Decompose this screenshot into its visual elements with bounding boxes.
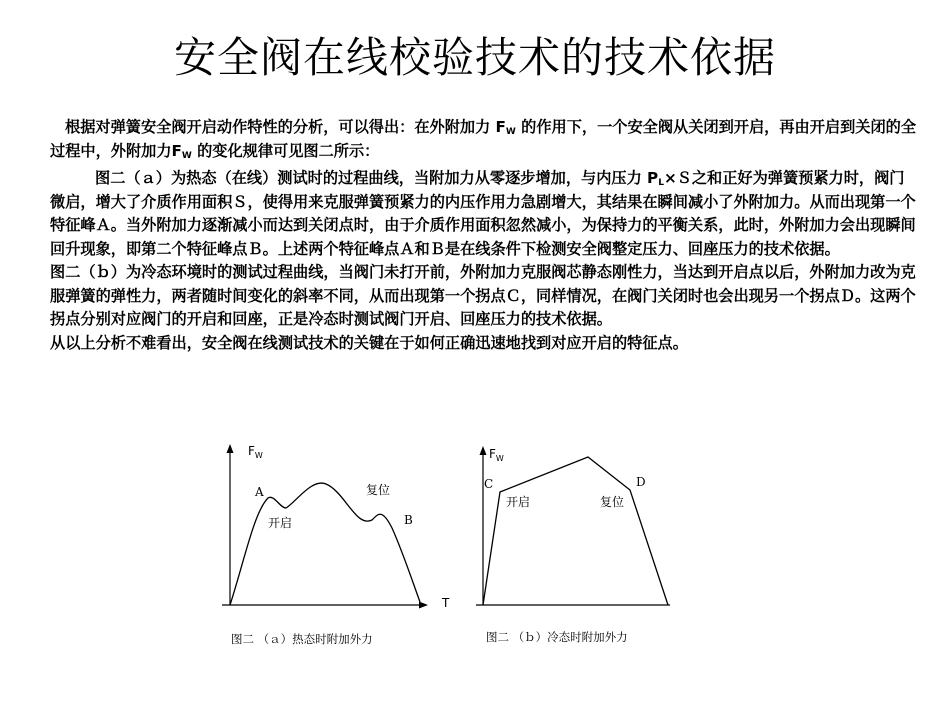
symbol-p: P [647,169,659,187]
paragraph-1-text-b: 的作用下，一个安全阀从关闭到开启，再由开启到关闭的全过程中，外附加力 [50,118,917,160]
symbol-f-2: F [171,141,182,160]
figure-a-curve [230,483,420,605]
paragraph-1 [50,116,918,163]
symbol-pl [647,169,664,187]
figure-a-x-label: T [442,596,450,610]
paragraph-2-text-a: 图二（ａ）为热态（在线）测试时的过程曲线，当附加力从零逐步增加，与内压力 [95,169,642,187]
figure-a-y-arrow [227,444,234,453]
page-title: 安全阀在线校验技术的技术依据 [173,33,776,82]
figure-a [215,438,465,658]
figure-b-open-label: 开启 [506,495,531,509]
symbol-l-sub: L [658,178,664,188]
paragraph-4: 从以上分析不难看出，安全阀在线测试技术的关键在于如何正确迅速地找到对应开启的特征点。 [50,333,688,352]
figure-a-point-b: B [404,513,413,527]
figure-b-caption: 图二 （ｂ）冷态时附加外力 [486,630,628,644]
symbol-w-sub-2: W [181,150,192,161]
paragraph-1-text-a: 根据对弹簧安全阀开启动作特性的分析，可以得出：在外附加力 [65,118,491,136]
paragraph-1-text-c: 的变化规律可见图二所示： [197,141,380,160]
figure-a-y-label: $F_W$ [248,444,263,460]
paragraph-3: 图二（ｂ）为冷态环境时的测试过程曲线，当阀门未打开前，外附加力克服阀芯静态刚性力，当达到开启点以后，外附加力改为克服弹簧的弹性力，两者随时间变化的斜率不同，从而出现第一个拐点Ｃ，同样情况，在阀门关闭时也会出现另一个拐点Ｄ。这两个拐点分别对应阀门的开启和回座，正是冷态时测试阀门开启、回座压力的技术依据。 [50,263,916,328]
paragraph-2-text-b: ×Ｓ之和正好为弹簧预紧力时，阀门微启，增大了介质作用面积Ｓ，使得用来克服弹簧预紧力的内压作用力急剧增大，其结果在瞬间减小了外附加力。从而出现第一个特征峰Ａ。当外附加力逐渐减小而达到关闭点时，由于介质作用面积忽然减小，为保持力的平衡关系，此时，外附加力会出现瞬间回升现象，即第二个特征峰点Ｂ。上述两个特征峰点Ａ和Ｂ是在线条件下检测安全阀整定压力、回座压力的技术依据。 [50,169,916,258]
symbol-fw [496,118,516,136]
figure-b-point-d: D [636,475,646,489]
symbol-f: F [495,118,506,136]
figure-b-y-label: $F_W$ [489,447,504,463]
symbol-w-sub: W [505,127,516,137]
symbol-fw-2 [172,142,192,160]
figure-b-reseat-label: 复位 [600,495,625,509]
figure-a-reseat-label: 复位 [366,483,391,497]
paragraph-2 [50,167,918,261]
figure-b [470,438,685,658]
figure-a-caption: 图二 （ａ）热态时附加外力 [231,632,373,646]
figure-a-open-label: 开启 [268,516,293,530]
figure-a-point-a: A [255,485,264,499]
figure-b-point-c: C [484,477,494,491]
figure-b-y-arrow [480,446,487,455]
figure-a-x-arrow [419,602,428,609]
body-text [50,116,918,355]
